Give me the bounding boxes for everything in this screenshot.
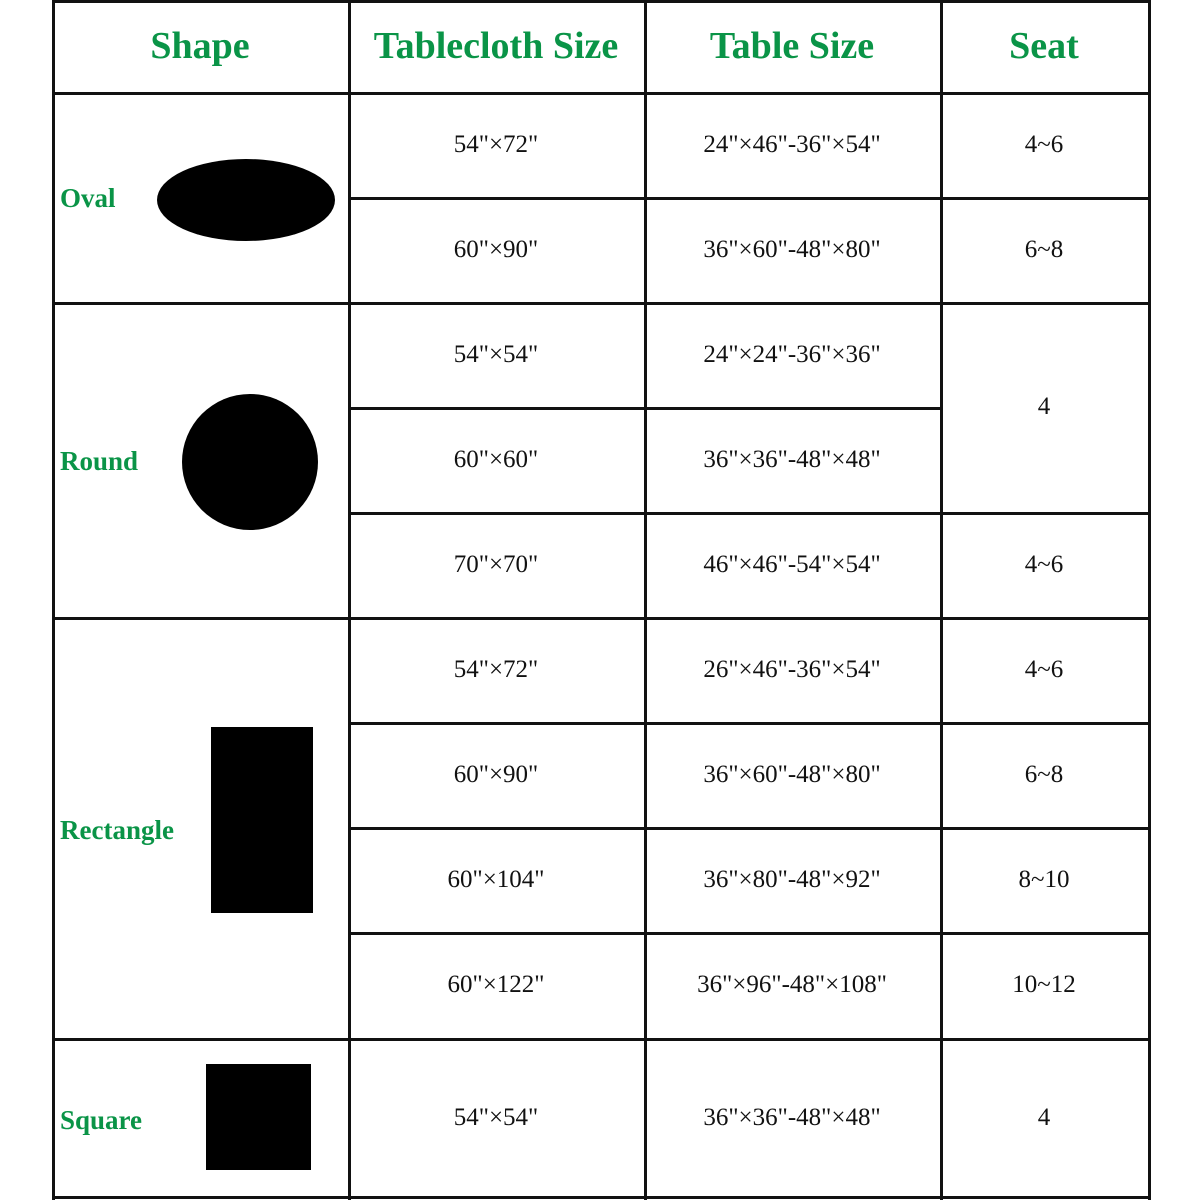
table-size-cell: 26"×46"-36"×54"	[703, 655, 881, 683]
tablecloth-size-cell: 54"×72"	[453, 655, 539, 683]
tablecloth-size-cell: 60"×122"	[447, 971, 545, 998]
square-shape-icon	[206, 1064, 311, 1170]
header-tablecloth-size: Tablecloth Size	[373, 25, 619, 67]
grid-line	[1148, 0, 1151, 1200]
grid-line	[348, 512, 1151, 515]
seat-cell: 6~8	[1024, 235, 1064, 263]
grid-line	[52, 617, 1151, 620]
grid-line	[52, 0, 55, 1200]
tablecloth-size-cell: 60"×104"	[447, 865, 545, 893]
grid-line	[52, 302, 1151, 305]
grid-line	[52, 0, 1151, 3]
grid-line	[644, 0, 647, 1200]
seat-cell: 4~6	[1024, 550, 1064, 578]
shape-label-rectangle: Rectangle	[60, 815, 174, 845]
table-size-cell: 24"×46"-36"×54"	[703, 130, 881, 158]
header-seat: Seat	[1009, 25, 1079, 67]
shape-label-square: Square	[60, 1105, 143, 1135]
tablecloth-size-cell: 60"×90"	[453, 235, 539, 263]
grid-line	[52, 92, 1151, 95]
grid-line	[52, 1196, 1151, 1199]
seat-cell: 4	[1037, 1104, 1051, 1131]
tablecloth-size-cell: 54"×54"	[453, 340, 539, 368]
table-size-cell: 24"×24"-36"×36"	[703, 340, 881, 368]
seat-cell: 4	[1037, 393, 1051, 420]
tablecloth-size-cell: 60"×90"	[453, 760, 539, 788]
header-table-size: Table Size	[709, 25, 875, 67]
header-shape: Shape	[150, 25, 250, 67]
grid-line	[348, 722, 1151, 725]
grid-line	[52, 1038, 1151, 1041]
seat-cell: 4~6	[1024, 655, 1064, 683]
shape-label-round: Round	[60, 446, 139, 476]
table-size-cell: 36"×60"-48"×80"	[703, 235, 881, 263]
grid-line	[348, 932, 1151, 935]
table-size-cell: 36"×36"-48"×48"	[703, 1104, 881, 1131]
seat-cell: 4~6	[1024, 130, 1064, 158]
table-size-cell: 36"×80"-48"×92"	[703, 865, 881, 893]
table-size-cell: 36"×96"-48"×108"	[697, 971, 887, 998]
tablecloth-size-cell: 70"×70"	[453, 550, 539, 578]
grid-line	[348, 827, 1151, 830]
grid-line	[348, 0, 351, 1200]
shape-label-oval: Oval	[60, 183, 116, 213]
seat-cell: 8~10	[1018, 865, 1070, 893]
table-size-cell: 46"×46"-54"×54"	[703, 550, 881, 578]
table-size-cell: 36"×36"-48"×48"	[703, 445, 881, 473]
grid-line	[348, 197, 1151, 200]
circle-shape-icon	[182, 394, 318, 530]
tablecloth-size-cell: 54"×72"	[453, 130, 539, 158]
tablecloth-size-cell: 60"×60"	[453, 445, 539, 473]
table-size-cell: 36"×60"-48"×80"	[703, 760, 881, 788]
oval-shape-icon	[157, 159, 335, 241]
grid-line	[940, 0, 943, 1200]
tablecloth-size-cell: 54"×54"	[453, 1104, 539, 1131]
seat-cell: 10~12	[1012, 971, 1076, 998]
rectangle-shape-icon	[211, 727, 313, 913]
seat-cell: 6~8	[1024, 760, 1064, 788]
